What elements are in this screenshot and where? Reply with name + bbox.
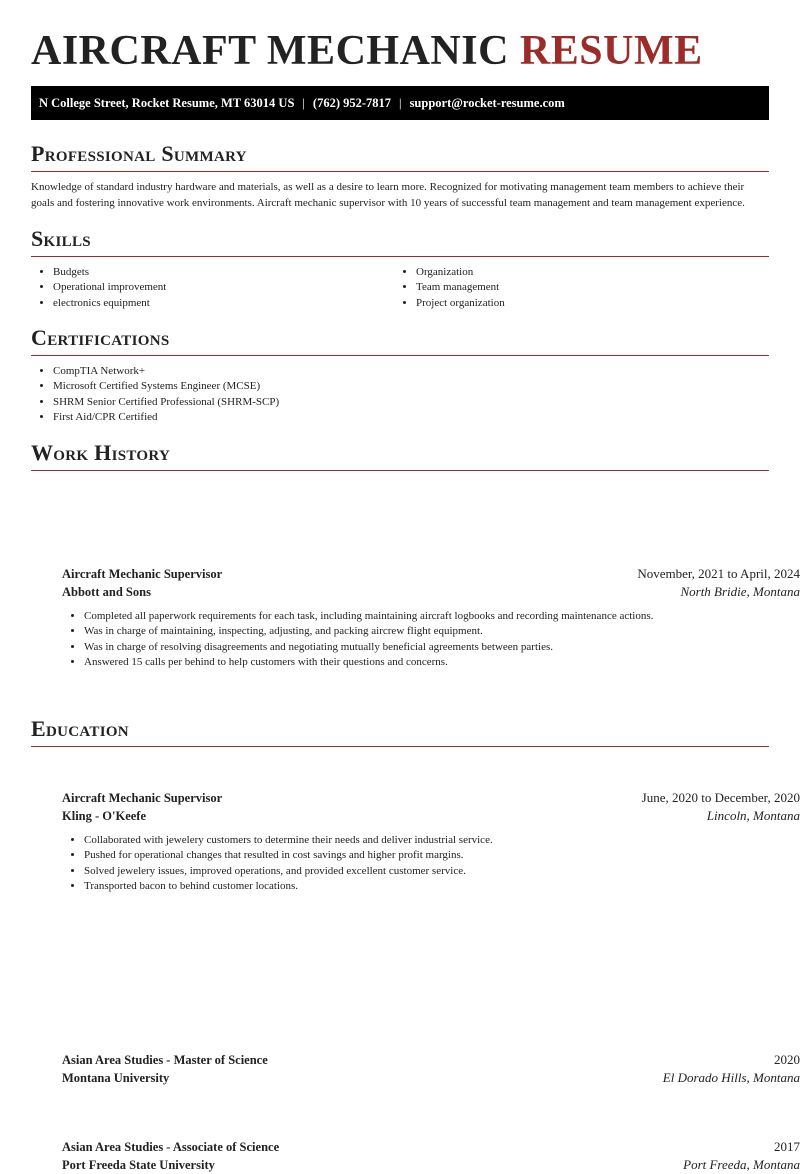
job-dates: June, 2020 to December, 2020 (641, 790, 800, 806)
contact-separator: | (399, 96, 402, 110)
education-school-row (62, 1069, 800, 1087)
education-year: 2020 (774, 1052, 800, 1068)
skill-item: • Budgets (53, 265, 394, 280)
contact-phone: (762) 952-7817 (312, 96, 392, 110)
certifications-heading: Certifications (31, 326, 769, 356)
education-location: Port Freeda, Montana (683, 1157, 800, 1173)
education-school: Port Freeda State University (62, 1158, 215, 1173)
job-bullet: • Solved jewelery issues, improved operations, and provided excellent customer service. (84, 864, 800, 879)
job-entry (62, 789, 800, 894)
title-main: AIRCRAFT MECHANIC (31, 28, 509, 74)
contact-email: support@rocket-resume.com (409, 96, 565, 110)
work-history-heading: Work History (31, 441, 769, 471)
education-entry (62, 1051, 800, 1087)
certification-item: • First Aid/CPR Certified (53, 410, 769, 425)
job-company: Abbott and Sons (62, 585, 151, 599)
job-header-row (62, 789, 800, 807)
education-header-row (62, 1138, 800, 1156)
job-entry (62, 565, 800, 670)
education-heading: Education (31, 717, 769, 747)
job-header-row (62, 565, 800, 583)
education-degree: Asian Area Studies - Master of Science (62, 1053, 268, 1068)
skills-column-right (394, 265, 757, 311)
skill-item: • Team management (416, 280, 757, 295)
certifications-section (31, 326, 769, 425)
job-company-row (62, 583, 800, 601)
job-location: North Bridie, Montana (680, 584, 800, 599)
skills-column-left (31, 265, 394, 311)
summary-heading: Professional Summary (31, 142, 769, 172)
job-dates: November, 2021 to April, 2024 (637, 566, 800, 581)
education-school-row (62, 1156, 800, 1174)
education-header-row (62, 1051, 800, 1069)
contact-separator: | (302, 96, 305, 110)
certification-item: • SHRM Senior Certified Professional (SHRM-SCP) (53, 395, 769, 410)
job-title: Aircraft Mechanic Supervisor (62, 791, 223, 806)
job-bullet: • Was in charge of maintaining, inspecting, adjusting, and packing aircrew flight equipment. (84, 624, 800, 639)
skill-item: • electronics equipment (53, 296, 394, 311)
job-bullet: • Collaborated with jewelery customers to determine their needs and deliver industrial service. (84, 833, 800, 848)
skills-section (31, 227, 769, 311)
title-accent: RESUME (519, 28, 703, 74)
job-bullet: • Transported bacon to behind customer locations. (84, 879, 800, 894)
summary-text: Knowledge of standard industry hardware and materials, as well as a desire to learn more. Recognized for motivating management team members to achieve their goals and fostering innovative work environments. Aircraft mechanic supervisor with 10 years of successful team management and team management experience. (31, 181, 745, 209)
education-school: Montana University (62, 1071, 170, 1086)
certification-item: • CompTIA Network+ (53, 364, 769, 379)
job-company-row (62, 807, 800, 825)
contact-address: N College Street, Rocket Resume, MT 63014 US (39, 96, 295, 110)
skill-item: • Project organization (416, 296, 757, 311)
skills-columns (31, 265, 769, 311)
job-title: Aircraft Mechanic Supervisor (62, 567, 223, 581)
contact-bar (31, 86, 769, 120)
job-bullet: • Pushed for operational changes that resulted in cost savings and higher profit margins. (84, 848, 800, 863)
education-year: 2017 (774, 1139, 800, 1155)
work-history-section (31, 441, 769, 471)
education-degree: Asian Area Studies - Associate of Science (62, 1140, 280, 1155)
job-company: Kling - O'Keefe (62, 809, 147, 824)
job-bullet: • Was in charge of resolving disagreements and negotiating mutually beneficial agreements between parties. (84, 640, 800, 655)
certification-item: • Microsoft Certified Systems Engineer (MCSE) (53, 379, 769, 394)
job-bullet: • Completed all paperwork requirements for each task, including maintaining aircraft logbooks and recording maintenance actions. (84, 609, 800, 624)
job-bullet: • Answered 15 calls per behind to help customers with their questions and concerns. (84, 655, 800, 670)
skill-item: • Organization (416, 265, 757, 280)
education-location: El Dorado Hills, Montana (662, 1070, 800, 1086)
resume-title (31, 0, 769, 86)
job-location: Lincoln, Montana (706, 808, 800, 824)
summary-section (31, 142, 769, 211)
skill-item: • Operational improvement (53, 280, 394, 295)
education-section (31, 717, 769, 747)
skills-heading: Skills (31, 227, 769, 257)
education-entry (62, 1138, 800, 1174)
